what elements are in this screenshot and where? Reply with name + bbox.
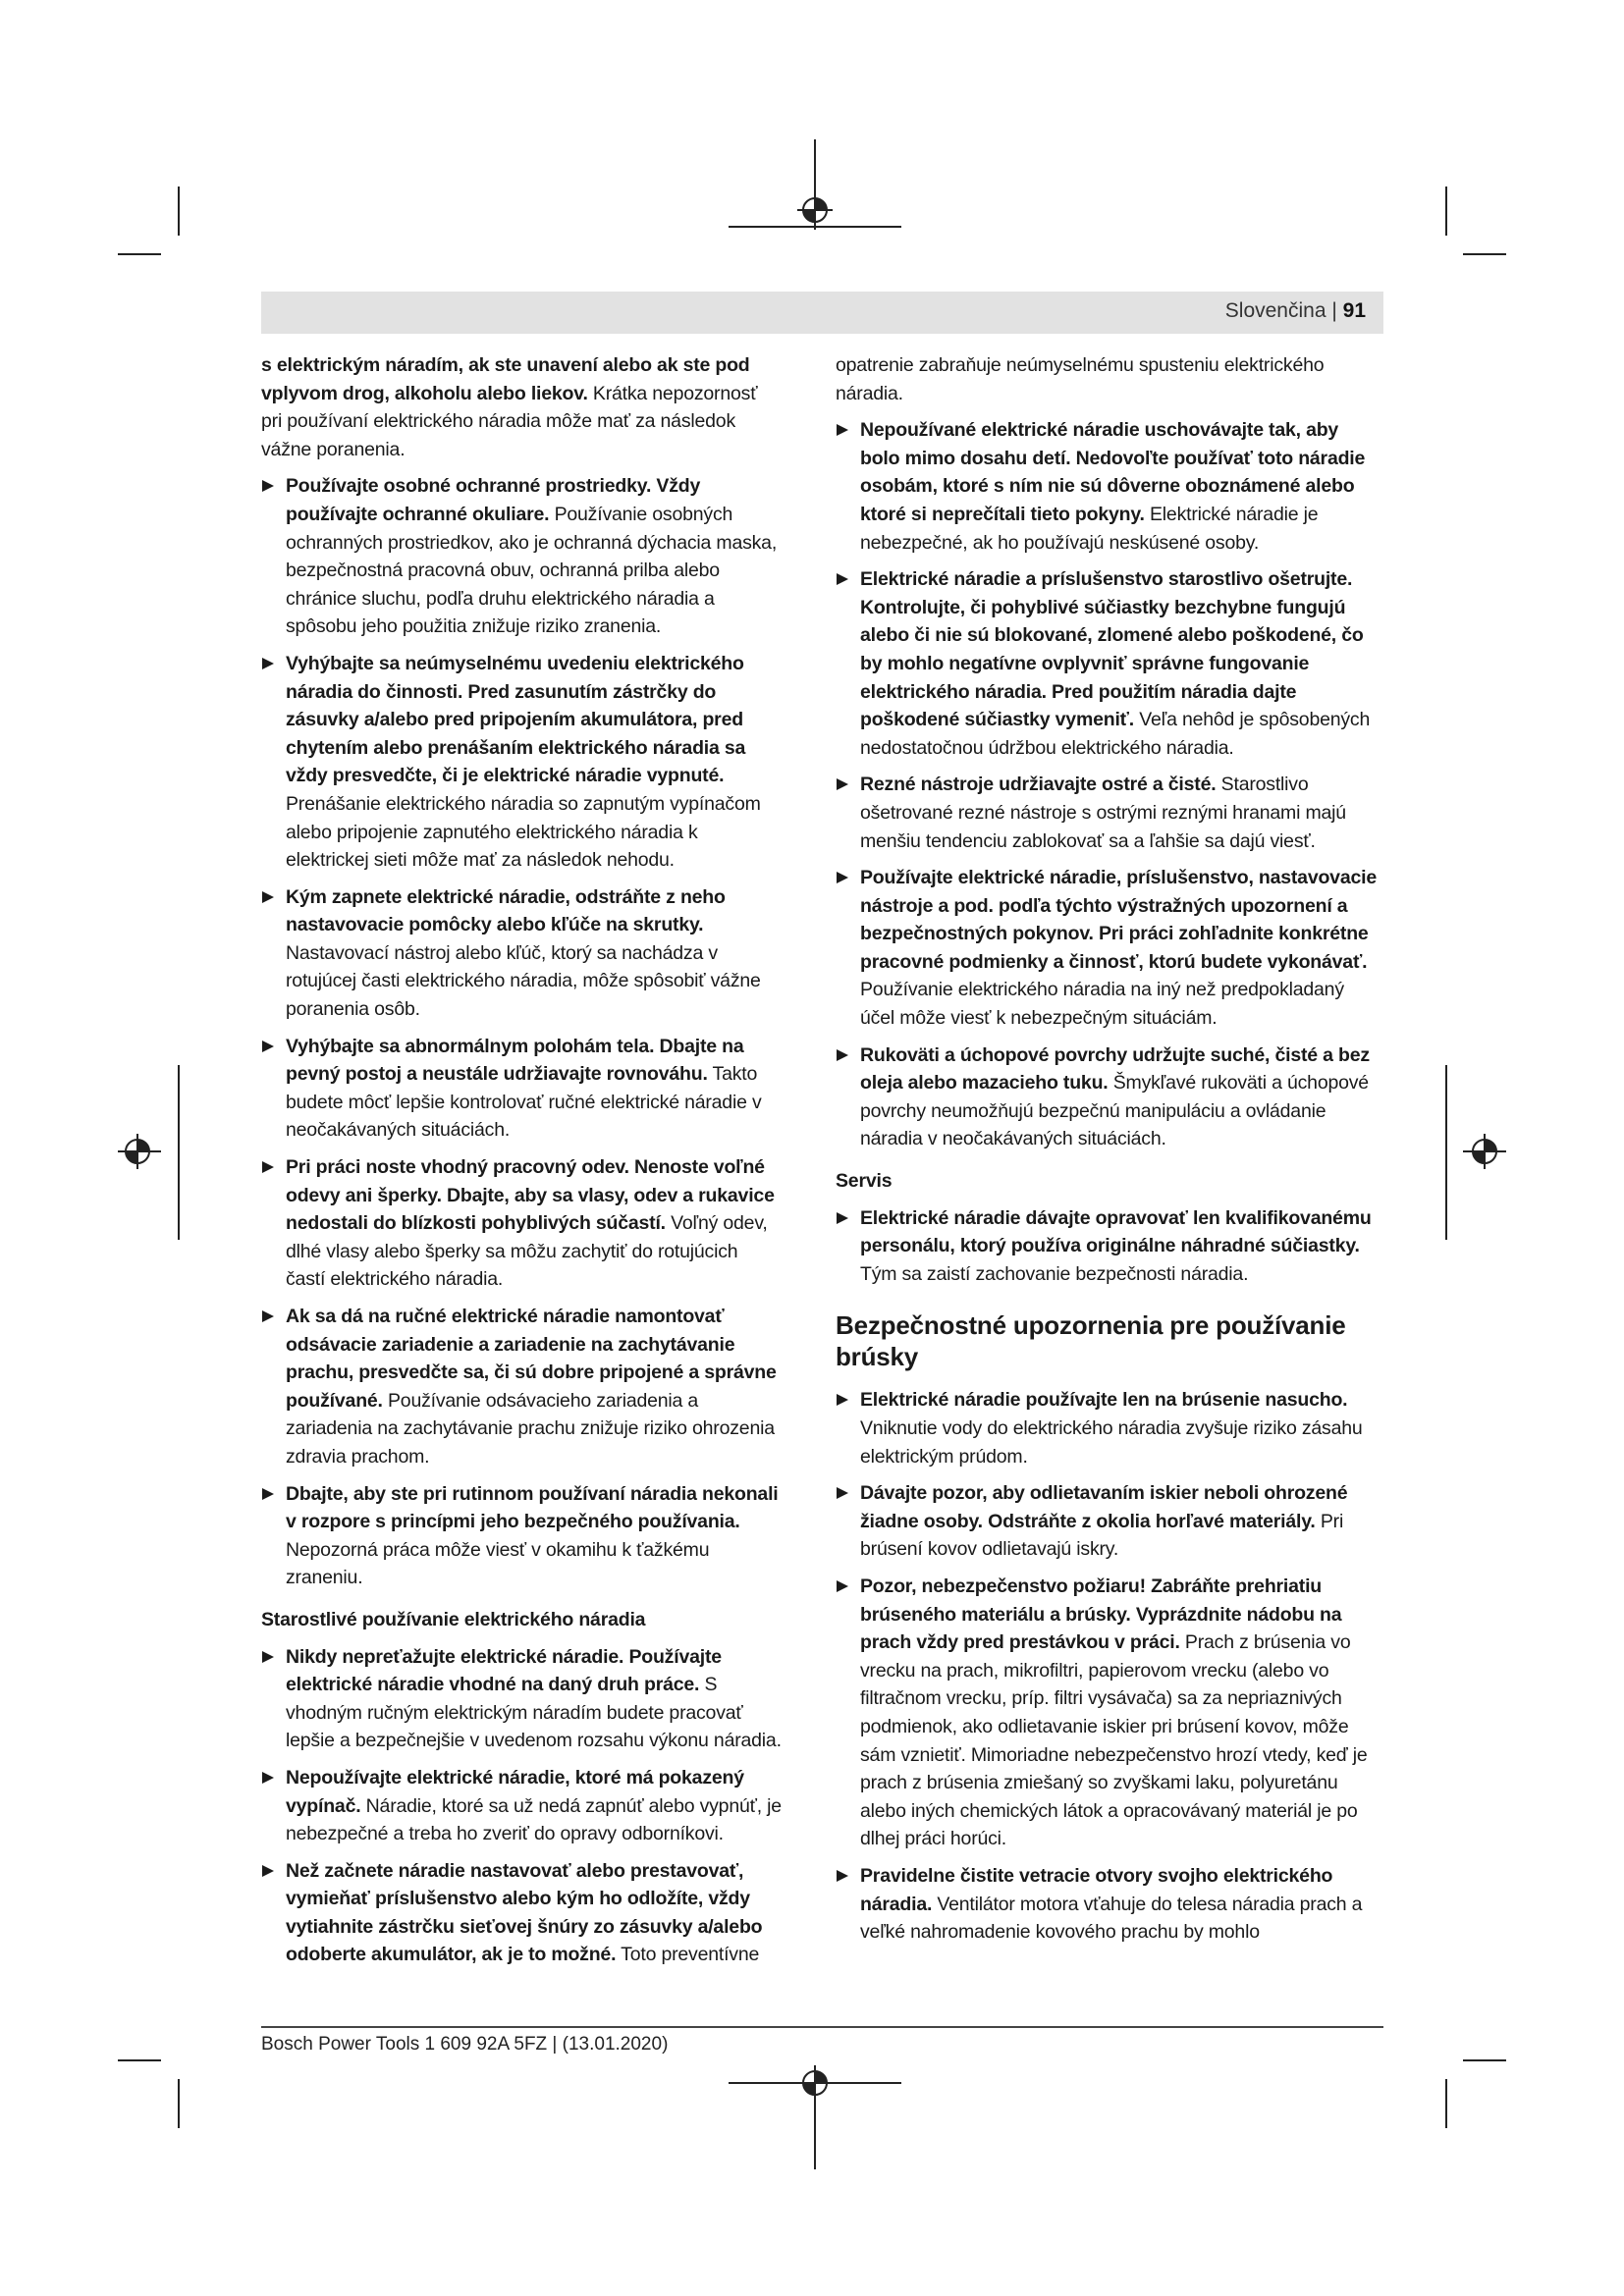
crop-mark-top-left-v [178,187,180,236]
left-column [261,351,782,1978]
instruction-emphasis: Dávajte pozor, aby odlietavaním iskier neboli ohrozené žiadne osoby. Odstráňte z okolia horľavé materiály. [860,1482,1348,1532]
instruction-text: Prenášanie elektrického náradia so zapnutým vypínačom alebo pripojenie zapnutého elektrického náradia k elektrickej sieti môže mať za následok nehodu. [286,792,761,872]
registration-target-icon [120,1134,155,1169]
page-number: 91 [1342,299,1366,322]
safety-instruction [261,883,782,1024]
footer-text: Bosch Power Tools 1 609 92A 5FZ | (13.01.2020) [261,2034,669,2055]
instruction-emphasis: Pri práci noste vhodný pracovný odev. Nenoste voľné odevy ani šperky. Dbajte, aby sa vlasy, odev a rukavice nedostali do blízkosti pohyblivých súčastí. [286,1156,775,1235]
safety-instruction [836,565,1381,762]
section-subheading: Servis [836,1170,893,1193]
instruction-emphasis: Rezné nástroje udržiavajte ostré a čisté. [860,774,1217,796]
instruction-emphasis: Nepoužívané elektrické náradie uschovávajte tak, aby bolo mimo dosahu detí. Nedovoľte používať toto náradie osobám, ktoré s ním nie sú dôverne oboznámené alebo ktoré si neprečítali tieto pokyny. [860,419,1366,525]
instruction-emphasis: Elektrické náradie dávajte opravovať len kvalifikovanému personálu, ktorý používa originálne náhradné súčiastky. [860,1206,1372,1257]
instruction-emphasis: Rukoväti a úchopové povrchy udržujte suché, čisté a bez oleja alebo mazacieho tuku. [860,1043,1370,1095]
instruction-emphasis: Elektrické náradie a príslušenstvo starostlivo ošetrujte. Kontrolujte, či pohyblivé súčiastky bezchybne fungujú alebo či nie sú blokované, zlomené alebo poškodené, čo by mohlo negatívne ovplyvniť správne fungovanie elektrického náradia. Pred použitím náradia dajte poškodené súčiastky vymeniť. [860,568,1364,731]
bullet-triangle-icon [837,778,848,790]
instruction-text: Tým sa zaistí zachovanie bezpečnosti náradia. [860,1262,1249,1285]
instruction-text: Ventilátor motora vťahuje do telesa náradia prach a veľké nahromadenie kovového prachu by mohlo [860,1893,1363,1944]
bullet-triangle-icon [837,1870,848,1882]
safety-instruction [836,1386,1381,1470]
crop-mark-bottom-left-h [118,2059,161,2061]
bullet-triangle-icon [837,1049,848,1061]
safety-instruction [261,1153,782,1294]
safety-instruction [836,1204,1381,1289]
safety-instruction [261,1303,782,1471]
instruction-text: Nepozorná práca môže viesť v okamihu k ťažkému zraneniu. [286,1538,710,1589]
instruction-text: Elektrické náradie je nebezpečné, ak ho používajú neskúsené osoby. [860,503,1319,554]
continued-text [261,351,782,463]
registration-line-left-v [178,1065,180,1240]
safety-instruction [836,1573,1381,1853]
bullet-triangle-icon [262,1651,274,1663]
bullet-triangle-icon [837,1394,848,1406]
instruction-emphasis: Používajte elektrické náradie, príslušenstvo, nastavovacie nástroje a pod. podľa týchto výstražných upozornení a bezpečnostných pokynov. Pri práci zohľadnite konkrétne pracovné podmienky a činnosť, ktorú budete vykonávať. [860,867,1377,973]
section-subheading: Starostlivé používanie elektrického náradia [261,1608,646,1630]
instruction-text: Používanie odsávacieho zariadenia a zariadenia na zachytávanie prachu znižuje riziko ohrozenia zdravia prachom. [286,1389,775,1468]
crop-mark-top-left-h [118,253,161,255]
crop-mark-top-right-h [1463,253,1506,255]
instruction-text: Toto preventívne [616,1944,760,1966]
continued-text [836,351,1381,407]
safety-instruction [836,416,1381,557]
instruction-text: S vhodným ručným elektrickým náradím budete pracovať lepšie a bezpečnejšie v uvedenom rozsahu výkonu náradia. [286,1674,782,1752]
instruction-text: Nastavovací nástroj alebo kľúč, ktorý sa nachádza v rotujúcej časti elektrického náradia, môže spôsobiť vážne poranenia osôb. [286,941,761,1021]
instruction-text: Krátka nepozornosť pri používaní elektrického náradia môže mať za následok vážne poranenia. [261,382,758,460]
instruction-emphasis: Pravidelne čistite vetracie otvory svojho elektrického náradia. [860,1864,1333,1915]
bullet-triangle-icon [837,424,848,436]
safety-instruction [261,1857,782,1969]
instruction-emphasis: Elektrické náradie používajte len na brúsenie nasucho. [860,1389,1348,1412]
instruction-emphasis: Kým zapnete elektrické náradie, odstráňte z neho nastavovacie pomôcky alebo kľúče na skrutky. [286,885,726,936]
bullet-triangle-icon [262,1041,274,1052]
instruction-text: Pri brúsení kovov odlietavajú iskry. [860,1510,1344,1561]
instruction-text: Náradie, ktoré sa už nedá zapnúť alebo vypnúť, je nebezpečné a treba ho zveriť do opravy odborníkovi. [286,1794,782,1845]
instruction-emphasis: Než začnete náradie nastavovať alebo prestavovať, vymieňať príslušenstvo alebo kým ho odložíte, vždy vytiahnite zástrčku sieťovej šnúry zo zásuvky a/alebo odoberte akumulátor, ak je to možné. [286,1859,763,1966]
registration-target-icon [797,192,833,228]
instruction-emphasis: Vyhýbajte sa abnormálnym polohám tela. Dbajte na pevný postoj a neustále udržiavajte rovnováhu. [286,1035,744,1086]
safety-instruction [261,1764,782,1848]
bullet-triangle-icon [262,658,274,669]
instruction-text: Takto budete môcť lepšie kontrolovať ručné elektrické náradie v neočakávaných situáciách. [286,1063,762,1142]
bullet-triangle-icon [262,1772,274,1784]
crop-mark-bottom-right-h [1463,2059,1506,2061]
instruction-emphasis: Pozor, nebezpečenstvo požiaru! Zabráňte prehriatiu brúseného materiálu a brúsky. Vyprázdnite nádobu na prach vždy pred prestávkou v práci. [860,1575,1342,1654]
safety-instruction [261,1033,782,1145]
right-column [836,351,1381,1955]
page-header [261,292,1383,334]
registration-target-icon [797,2065,833,2101]
safety-instruction [836,1041,1381,1153]
header-separator: | [1326,299,1343,322]
instruction-text: Voľný odev, dlhé vlasy alebo šperky sa môžu zachytiť do rotujúcich častí elektrického náradia. [286,1212,768,1291]
registration-line-right-v [1445,1065,1447,1240]
instruction-text: opatrenie zabraňuje neúmyselnému spusteniu elektrického náradia. [836,354,1325,404]
bullet-triangle-icon [837,1212,848,1224]
instruction-emphasis: Nikdy nepreťažujte elektrické náradie. Používajte elektrické náradie vhodné na daný druh práce. [286,1645,722,1696]
bullet-triangle-icon [262,1161,274,1173]
instruction-emphasis: Vyhýbajte sa neúmyselnému uvedeniu elektrického náradia do činnosti. Pred zasunutím zástrčky do zásuvky a/alebo pred pripojením akumulátora, pred chytením alebo prenášaním elektrického náradia sa vždy presvedčte, či je elektrické náradie vypnuté. [286,652,746,787]
instruction-text: Vniknutie vody do elektrického náradia zvyšuje riziko zásahu elektrickým prúdom. [860,1417,1363,1468]
bullet-triangle-icon [262,1488,274,1500]
header-title [1225,299,1366,323]
bullet-triangle-icon [262,480,274,492]
instruction-emphasis: Používajte osobné ochranné prostriedky. Vždy používajte ochranné okuliare. [286,475,701,525]
bullet-triangle-icon [837,1580,848,1592]
bullet-triangle-icon [262,1310,274,1322]
safety-instruction [261,1643,782,1755]
instruction-text: Veľa nehôd je spôsobených nedostatočnou údržbou elektrického náradia. [860,709,1371,759]
safety-instruction [836,1479,1381,1564]
instruction-emphasis: s elektrickým náradím, ak ste unavení alebo ak ste pod vplyvom drog, alkoholu alebo liekov. [261,354,750,404]
header-language: Slovenčina [1224,299,1326,322]
instruction-text: Prach z brúsenia vo vrecku na prach, mikrofiltri, papierovom vrecku (alebo vo filtračnom vrecku, príp. filtri vysávača) sa za nepriaznivých podmienok, ako odlietavanie iskier pri brúsení kovov, môže sám vznietiť. Mimoriadne nebezpečenstvo hrozí vtedy, keď je prach z brúsenia zmiešaný so zvyškami laku, polyuretánu alebo iných chemických látok a opracovávaný materiál je po dlhej práci horúci. [860,1631,1368,1850]
instruction-text: Používanie osobných ochranných prostriedkov, ako je ochranná dýchacia maska, bezpečnostná pracovná obuv, ochranná prilba alebo chránice sluchu, podľa druhu elektrického náradia a spôsobu jeho použitia znižuje riziko zranenia. [286,503,778,638]
footer-rule [261,2026,1383,2028]
crop-mark-bottom-left-v [178,2079,180,2128]
safety-instruction [836,771,1381,855]
instruction-text: Starostlivo ošetrované rezné nástroje s ostrými reznými hranami majú menšiu tendenciu zablokovať sa a ľahšie sa dajú viesť. [860,774,1346,852]
bullet-triangle-icon [837,573,848,585]
instruction-text: Používanie elektrického náradia na iný než predpokladaný účel môže viesť k nebezpečným situáciám. [860,979,1344,1030]
crop-mark-bottom-right-v [1445,2079,1447,2128]
safety-instruction [261,650,782,875]
safety-instruction [261,472,782,641]
instruction-emphasis: Dbajte, aby ste pri rutinnom používaní náradia nekonali v rozpore s princípmi jeho bezpečného používania. [286,1482,779,1533]
bullet-triangle-icon [262,891,274,903]
crop-mark-top-right-v [1445,187,1447,236]
safety-instruction [261,1480,782,1592]
bullet-triangle-icon [837,872,848,883]
section-heading: Bezpečnostné upozornenia pre používanie brúsky [836,1310,1346,1372]
instruction-emphasis: Nepoužívajte elektrické náradie, ktoré má pokazený vypínač. [286,1766,744,1817]
instruction-text: Šmykľavé rukoväti a úchopové povrchy neumožňujú bezpečnú manipuláciu a ovládanie náradia v neočakávaných situáciách. [860,1072,1369,1150]
instruction-emphasis: Ak sa dá na ručné elektrické náradie namontovať odsávacie zariadenie a zariadenie na zachytávanie prachu, presvedčte sa, či sú dobre pripojené a správne používané. [286,1306,777,1412]
safety-instruction [836,864,1381,1033]
registration-target-icon [1467,1134,1502,1169]
bullet-triangle-icon [262,1865,274,1877]
safety-instruction [836,1862,1381,1947]
bullet-triangle-icon [837,1487,848,1499]
